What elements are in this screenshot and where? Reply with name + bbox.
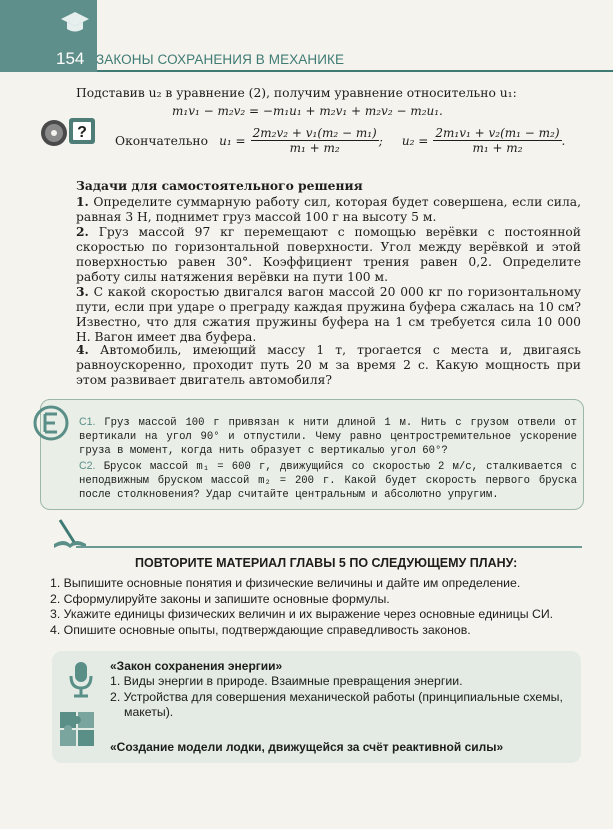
cd-disc-icon: [40, 119, 70, 147]
c-task-label: С1.: [79, 416, 96, 428]
c-task-text: Брусок массой m₁ = 600 г, движущийся со скоростью 2 м/с, сталкивается с неподвижным бруском массой m₂ = 200 г. Какой будет скорость первого бруска после столкновения? Удар считайте центральным и абсолютно упругим.: [79, 461, 577, 501]
task-2: [76, 224, 581, 285]
report-title: «Закон сохранения энергии»: [110, 659, 283, 673]
u2-numerator: 2m₁v₁ + v₂(m₁ − m₂): [435, 126, 560, 140]
task-4: [76, 342, 581, 388]
report-list: [110, 674, 580, 721]
unified-exam-icon: [33, 402, 69, 444]
task-1: [76, 194, 581, 225]
task-text: Автомобиль, имеющий массу 1 т, трогается с места и, двигаясь равноускоренно, проходит путь 20 м за время 2 с. Какую мощность при этом развивает двигатель автомобиля?: [76, 343, 581, 387]
task-number: 3.: [76, 284, 89, 299]
report-item: 1. Виды энергии в природе. Взаимные превращения энергии.: [110, 674, 463, 688]
chapter-title: ЗАКОНЫ СОХРАНЕНИЯ В МЕХАНИКЕ: [96, 52, 345, 67]
u2-lhs: u₂ =: [401, 134, 429, 148]
task-text: Груз массой 97 кг перемещают с помощью верёвки с постоянной скоростью по горизонтальной поверхности. Угол между верёвкой и этой поверхностью равен 30°. Коэффициент трения равен 0,2. Определите работу силы натяжения верёвки на пути 100 м.: [76, 225, 581, 284]
review-list: [50, 576, 553, 638]
project-title: «Создание модели лодки, движущейся за счёт реактивной силы»: [110, 740, 504, 754]
u1-fraction: [251, 126, 379, 155]
review-item: 4. Опишите основные опыты, подтверждающие справедливость законов.: [50, 622, 471, 637]
svg-text:?: ?: [77, 124, 87, 141]
question-mark-icon: [68, 117, 96, 145]
puzzle-icon: [56, 708, 100, 752]
task-text: Определите суммарную работу сил, которая будет совершена, если сила, равная 3 Н, поднимет груз массой 100 г на высоту 5 м.: [76, 195, 581, 224]
final-label: Окончательно: [115, 134, 209, 148]
momentum-equation: m₁v₁ − m₂v₂ = −m₁u₁ + m₂v₁ + m₂v₂ − m₂u₁.: [172, 104, 443, 118]
book-pen-icon: [50, 514, 90, 554]
tasks-heading: Задачи для самостоятельного решения: [76, 178, 363, 193]
review-item: 3. Укажите единицы физических величин и их выражение через основные единицы СИ.: [50, 607, 554, 621]
review-item: 1. Выпишите основные понятия и физические величины и дайте им определение.: [50, 576, 521, 590]
c-task-1: [79, 415, 577, 458]
formula-separator: ;: [378, 134, 383, 148]
report-item: 2. Устройства для совершения механической работы (принципиальные схемы, макеты).: [110, 689, 563, 719]
formula-end: .: [561, 134, 566, 148]
final-formulas: [115, 126, 565, 155]
u2-denominator: m₁ + m₂: [472, 141, 523, 155]
review-title: ПОВТОРИТЕ МАТЕРИАЛ ГЛАВЫ 5 ПО СЛЕДУЮЩЕМУ ПЛАНУ:: [135, 556, 518, 570]
task-number: 4.: [76, 342, 89, 357]
task-3: [76, 284, 581, 345]
graduation-cap-icon: [60, 8, 90, 38]
c-task-text: Груз массой 100 г привязан к нити длиной 1 м. Нить с грузом отвели от вертикали на угол 90° и отпустили. Чему равно центростремительное ускорение груза в момент, когда нить образует с вертикалью угол 60°?: [79, 417, 578, 457]
task-text: С какой скоростью двигался вагон массой 20 000 кг по горизонтальному пути, если при ударе о преграду каждая пружина буфера сжалась на 10 см? Известно, что для сжатия пружины буфера на 1 см требуется сила 10 000 Н. Вагон имеет два буфера.: [76, 285, 581, 344]
u1-denominator: m₁ + m₂: [289, 141, 340, 155]
c-task-2: [79, 459, 577, 502]
section-rule: [76, 546, 582, 548]
task-number: 1.: [76, 194, 89, 209]
c-task-label: С2.: [79, 460, 96, 472]
derivation-intro: Подставив u₂ в уравнение (2), получим уравнение относительно u₁:: [76, 86, 517, 100]
page-number: 154: [56, 49, 85, 68]
task-number: 2.: [76, 224, 89, 239]
u2-fraction: [433, 126, 561, 155]
microphone-icon: [66, 660, 96, 700]
header-rule: [97, 70, 613, 72]
u1-numerator: 2m₂v₂ + v₁(m₂ − m₁): [252, 126, 377, 140]
u1-lhs: u₁ =: [219, 134, 246, 148]
review-item: 2. Сформулируйте законы и запишите основные формулы.: [50, 591, 390, 606]
